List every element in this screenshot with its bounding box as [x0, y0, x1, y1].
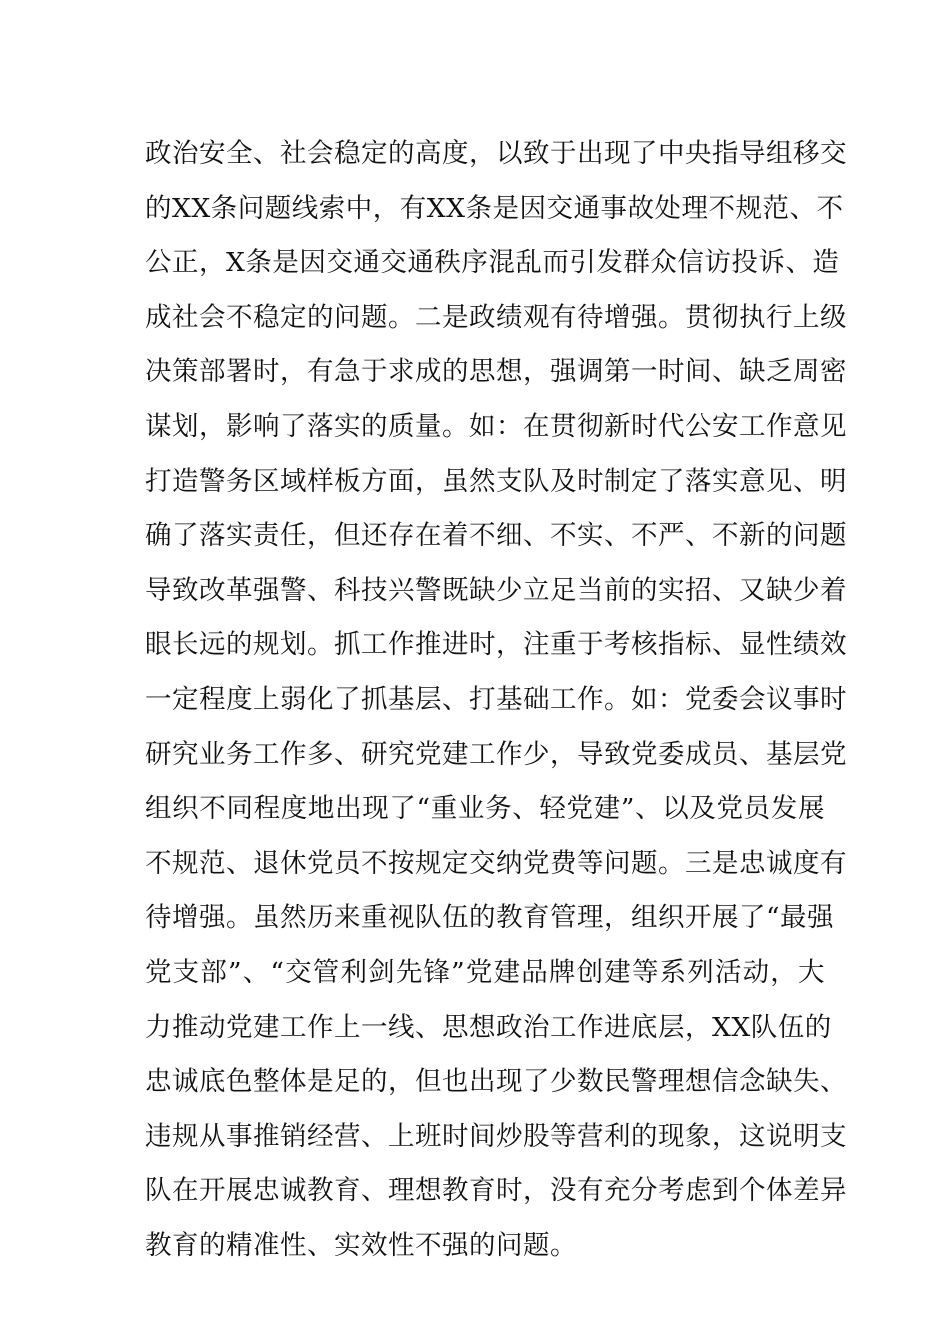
text-line: 决策部署时，有急于求成的思想，强调第一时间、缺乏周密 — [145, 356, 847, 388]
text-line: 党支部”、“交管利剑先锋”党建品牌创建等系列活动，大 — [145, 956, 825, 988]
text-line: 打造警务区域样板方面，虽然支队及时制定了落实意见、明 — [145, 465, 847, 497]
text-line: 的XX条问题线索中，有XX条是因交通事故处理不规范、不 — [145, 192, 844, 224]
text-line-last: 教育的精准性、实效性不强的问题。 — [145, 1229, 577, 1261]
text-line: 违规从事推销经营、上班时间炒股等营利的现象，这说明支 — [145, 1120, 847, 1152]
text-line: 忠诚底色整体是足的，但也出现了少数民警理想信念缺失、 — [145, 1066, 847, 1098]
text-line: 研究业务工作多、研究党建工作少，导致党委成员、基层党 — [145, 738, 847, 770]
text-line: 一定程度上弱化了抓基层、打基础工作。如：党委会议事时 — [145, 683, 847, 715]
text-line: 确了落实责任，但还存在着不细、不实、不严、不新的问题 — [145, 520, 847, 552]
text-line: 不规范、退休党员不按规定交纳党费等问题。三是忠诚度有 — [145, 847, 847, 879]
body-paragraph — [145, 127, 847, 1273]
text-line: 公正，X条是因交通交通秩序混乱而引发群众信访投诉、造 — [145, 247, 840, 279]
text-line: 眼长远的规划。抓工作推进时，注重于考核指标、显性绩效 — [145, 629, 847, 661]
text-line: 队在开展忠诚教育、理想教育时，没有充分考虑到个体差异 — [145, 1175, 847, 1207]
text-line: 谋划，影响了落实的质量。如：在贯彻新时代公安工作意见 — [145, 410, 847, 442]
text-line: 政治安全、社会稳定的高度，以致于出现了中央指导组移交 — [145, 138, 847, 169]
text-line: 待增强。虽然历来重视队伍的教育管理，组织开展了“最强 — [145, 902, 835, 934]
text-line: 组织不同程度地出现了“重业务、轻党建”、以及党员发展 — [145, 793, 825, 825]
text-line: 导致改革强警、科技兴警既缺少立足当前的实招、又缺少着 — [145, 574, 847, 606]
text-line: 力推动党建工作上一线、思想政治工作进底层，XX队伍的 — [145, 1011, 832, 1043]
text-line: 成社会不稳定的问题。二是政绩观有待增强。贯彻执行上级 — [145, 301, 847, 333]
